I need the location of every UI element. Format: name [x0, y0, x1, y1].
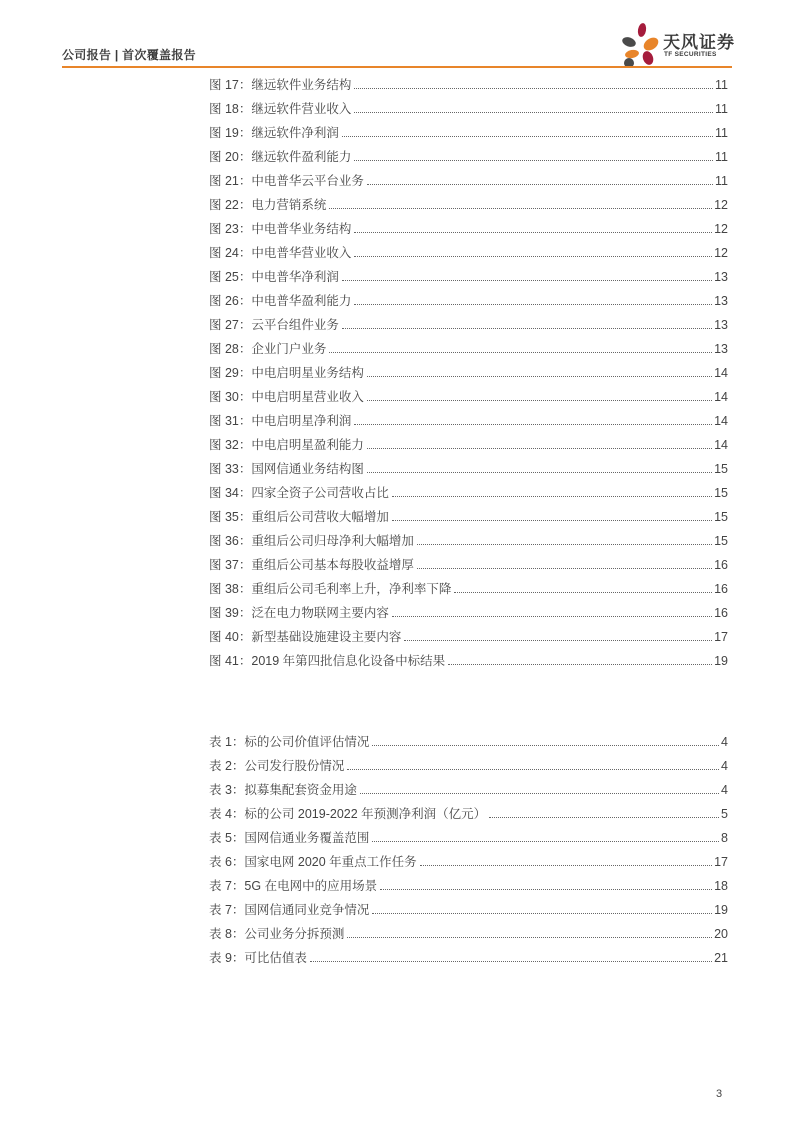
toc-entry-label[interactable]: 图 17：继远软件业务结构	[209, 78, 352, 92]
dot-leader	[342, 279, 712, 281]
figure-toc-row[interactable]	[209, 76, 728, 100]
dot-leader	[360, 792, 719, 794]
toc-entry-label[interactable]: 表 1：标的公司价值评估情况	[209, 735, 370, 749]
table-list	[209, 733, 728, 973]
dot-leader	[417, 567, 712, 569]
dot-leader	[417, 543, 712, 545]
dot-leader	[354, 159, 713, 161]
toc-entry-label[interactable]: 图 35：重组后公司营收大幅增加	[209, 510, 389, 524]
toc-entry-page[interactable]: 13	[714, 342, 728, 356]
table-toc-row[interactable]	[209, 877, 728, 901]
toc-entry-page[interactable]: 19	[714, 903, 728, 917]
dot-leader	[310, 960, 712, 962]
table-toc-row[interactable]	[209, 949, 728, 973]
toc-entry-page[interactable]: 19	[714, 654, 728, 668]
toc-entry-label[interactable]: 图 20：继远软件盈利能力	[209, 150, 352, 164]
dot-leader	[372, 744, 719, 746]
toc-entry-label[interactable]: 表 5：国网信通业务覆盖范围	[209, 831, 370, 845]
toc-entry-page[interactable]: 14	[714, 438, 728, 452]
toc-entry-page[interactable]: 20	[714, 927, 728, 941]
toc-entry-label[interactable]: 图 29：中电启明星业务结构	[209, 366, 364, 380]
table-toc-row[interactable]	[209, 781, 728, 805]
toc-entry-page[interactable]: 4	[721, 735, 728, 749]
toc-entry-label[interactable]: 表 6：国家电网 2020 年重点工作任务	[209, 855, 417, 869]
dot-leader	[392, 519, 712, 521]
toc-entry-label[interactable]: 表 8：公司业务分拆预测	[209, 927, 345, 941]
toc-entry-label[interactable]: 表 4：标的公司 2019-2022 年预测净利润（亿元）	[209, 807, 487, 821]
table-toc-row[interactable]	[209, 757, 728, 781]
figure-toc-row[interactable]	[209, 220, 728, 244]
dot-leader	[354, 231, 712, 233]
toc-entry-label[interactable]: 图 38：重组后公司毛利率上升，净利率下降	[209, 582, 452, 596]
toc-entry-label[interactable]: 图 27：云平台组件业务	[209, 318, 339, 332]
company-logo	[620, 22, 750, 68]
toc-entry-page[interactable]: 14	[714, 390, 728, 404]
toc-entry-page[interactable]: 13	[714, 318, 728, 332]
toc-entry-label[interactable]: 图 21：中电普华云平台业务	[209, 174, 364, 188]
dot-leader	[367, 447, 712, 449]
logo-name-cn: 天风证券	[663, 33, 735, 52]
figure-toc-row[interactable]	[209, 364, 728, 388]
toc-entry-label[interactable]: 图 26：中电普华盈利能力	[209, 294, 352, 308]
toc-entry-label[interactable]: 图 24：中电普华营业收入	[209, 246, 352, 260]
toc-entry-label[interactable]: 图 34：四家全资子公司营收占比	[209, 486, 389, 500]
dot-leader	[392, 615, 712, 617]
toc-entry-page[interactable]: 16	[714, 582, 728, 596]
toc-entry-page[interactable]: 11	[715, 78, 728, 92]
dot-leader	[367, 399, 712, 401]
toc-entry-page[interactable]: 14	[714, 366, 728, 380]
toc-entry-label[interactable]: 图 23：中电普华业务结构	[209, 222, 352, 236]
dot-leader	[367, 183, 713, 185]
toc-entry-page[interactable]: 13	[714, 270, 728, 284]
dot-leader	[420, 864, 712, 866]
dot-leader	[354, 303, 712, 305]
dot-leader	[354, 423, 712, 425]
toc-entry-page[interactable]: 18	[714, 879, 728, 893]
toc-entry-page[interactable]: 5	[721, 807, 728, 821]
dot-leader	[454, 591, 712, 593]
figure-toc-row[interactable]	[209, 604, 728, 628]
toc-entry-page[interactable]: 14	[714, 414, 728, 428]
toc-entry-page[interactable]: 11	[715, 102, 728, 116]
table-toc-row[interactable]	[209, 901, 728, 925]
toc-entry-page[interactable]: 11	[715, 150, 728, 164]
toc-entry-page[interactable]: 15	[714, 510, 728, 524]
figure-toc-row[interactable]	[209, 268, 728, 292]
logo-name-en: TF SECURITIES	[664, 51, 717, 58]
figure-toc-row[interactable]	[209, 340, 728, 364]
dot-leader	[329, 351, 712, 353]
figure-toc-row[interactable]	[209, 436, 728, 460]
toc-entry-label[interactable]: 图 30：中电启明星营业收入	[209, 390, 364, 404]
toc-entry-label[interactable]: 图 41：2019 年第四批信息化设备中标结果	[209, 654, 446, 668]
figure-toc-row[interactable]	[209, 652, 728, 676]
toc-entry-label[interactable]: 图 36：重组后公司归母净利大幅增加	[209, 534, 414, 548]
toc-entry-label[interactable]: 图 40：新型基础设施建设主要内容	[209, 630, 402, 644]
toc-entry-page[interactable]: 15	[714, 486, 728, 500]
dot-leader	[367, 375, 712, 377]
dot-leader	[372, 912, 712, 914]
toc-entry-page[interactable]: 17	[714, 630, 728, 644]
figure-toc-row[interactable]	[209, 532, 728, 556]
table-toc-row[interactable]	[209, 805, 728, 829]
toc-entry-page[interactable]: 16	[714, 558, 728, 572]
figure-toc-row[interactable]	[209, 556, 728, 580]
dot-leader	[354, 255, 712, 257]
dot-leader	[329, 207, 712, 209]
toc-entry-label[interactable]: 图 22：电力营销系统	[209, 198, 327, 212]
toc-entry-label[interactable]: 图 37：重组后公司基本每股收益增厚	[209, 558, 414, 572]
toc-entry-page[interactable]: 15	[714, 462, 728, 476]
figure-toc-row[interactable]	[209, 412, 728, 436]
figure-list	[209, 76, 728, 676]
toc-entry-label[interactable]: 图 32：中电启明星盈利能力	[209, 438, 364, 452]
toc-entry-label[interactable]: 图 28：企业门户业务	[209, 342, 327, 356]
toc-entry-page[interactable]: 21	[714, 951, 728, 965]
dot-leader	[448, 663, 712, 665]
dot-leader	[489, 816, 719, 818]
toc-entry-label[interactable]: 表 7：5G 在电网中的应用场景	[209, 879, 378, 893]
toc-entry-page[interactable]: 11	[715, 174, 728, 188]
dot-leader	[354, 87, 713, 89]
toc-entry-label[interactable]: 表 3：拟募集配套资金用途	[209, 783, 357, 797]
figure-toc-row[interactable]	[209, 196, 728, 220]
toc-entry-page[interactable]: 12	[714, 198, 728, 212]
figure-toc-row[interactable]	[209, 172, 728, 196]
toc-entry-page[interactable]: 13	[714, 294, 728, 308]
toc-entry-label[interactable]: 图 25：中电普华净利润	[209, 270, 339, 284]
toc-entry-page[interactable]: 17	[714, 855, 728, 869]
dot-leader	[392, 495, 712, 497]
toc-entry-page[interactable]: 16	[714, 606, 728, 620]
toc-entry-label[interactable]: 图 19：继远软件净利润	[209, 126, 339, 140]
toc-entry-label[interactable]: 图 33：国网信通业务结构图	[209, 462, 364, 476]
dot-leader	[347, 936, 712, 938]
dot-leader	[372, 840, 719, 842]
dot-leader	[404, 639, 712, 641]
figure-toc-row[interactable]	[209, 460, 728, 484]
table-toc-row[interactable]	[209, 733, 728, 757]
table-toc-row[interactable]	[209, 853, 728, 877]
toc-entry-page[interactable]: 15	[714, 534, 728, 548]
page-number: 3	[716, 1088, 723, 1100]
toc-entry-page[interactable]: 12	[714, 246, 728, 260]
figure-toc-row[interactable]	[209, 292, 728, 316]
toc-entry-page[interactable]: 12	[714, 222, 728, 236]
toc-entry-label[interactable]: 表 7：国网信通同业竞争情况	[209, 903, 370, 917]
figure-toc-row[interactable]	[209, 628, 728, 652]
figure-toc-row[interactable]	[209, 388, 728, 412]
toc-entry-label[interactable]: 图 31：中电启明星净利润	[209, 414, 352, 428]
dot-leader	[347, 768, 719, 770]
toc-entry-label[interactable]: 图 39：泛在电力物联网主要内容	[209, 606, 389, 620]
figure-toc-row[interactable]	[209, 580, 728, 604]
dot-leader	[342, 327, 712, 329]
toc-entry-page[interactable]: 4	[721, 759, 728, 773]
toc-entry-label[interactable]: 表 9：可比估值表	[209, 951, 307, 965]
dot-leader	[342, 135, 713, 137]
figure-toc-row[interactable]	[209, 484, 728, 508]
toc-entry-page[interactable]: 11	[715, 126, 728, 140]
table-toc-row[interactable]	[209, 925, 728, 949]
toc-entry-page[interactable]: 4	[721, 783, 728, 797]
report-type-header: 公司报告 | 首次覆盖报告	[62, 48, 196, 62]
figure-toc-row[interactable]	[209, 148, 728, 172]
dot-leader	[354, 111, 713, 113]
figure-toc-row[interactable]	[209, 316, 728, 340]
figure-toc-row[interactable]	[209, 124, 728, 148]
toc-entry-label[interactable]: 表 2：公司发行股份情况	[209, 759, 345, 773]
dot-leader	[367, 471, 712, 473]
tf-securities-flower-icon	[620, 22, 660, 66]
figure-toc-row[interactable]	[209, 100, 728, 124]
table-toc-row[interactable]	[209, 829, 728, 853]
toc-entry-page[interactable]: 8	[721, 831, 728, 845]
figure-toc-row[interactable]	[209, 508, 728, 532]
figure-toc-row[interactable]	[209, 244, 728, 268]
toc-entry-label[interactable]: 图 18：继远软件营业收入	[209, 102, 352, 116]
dot-leader	[380, 888, 712, 890]
